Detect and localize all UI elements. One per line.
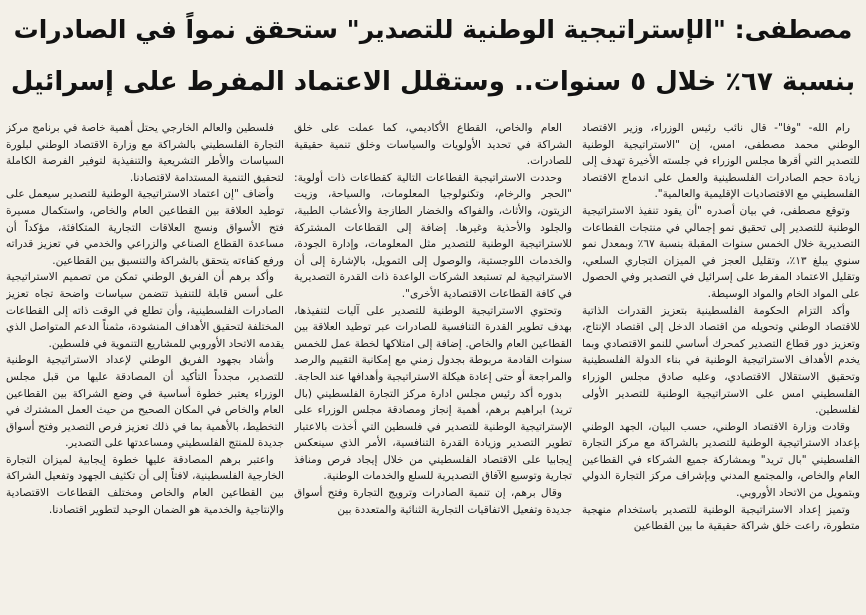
- paragraph: وتوقع مصطفى، في بيان أصدره "أن يقود تنفيذ الاستراتيجية الوطنية للتصدير إلى تحقيق نمو إجمالي في منتجات القطاعات التصديرية خلال الخمس سنوات المقبلة بنسبة ٦٧٪ وبمعدل نمو سنوي يبلغ ١٣٪، وتقليل العجز في الميزان التجاري السلعي، وتقليل الاعتماد المفرط على إسرائيل في التصدير وفي الحصول على المواد الخام والمواد الوسيطة.: [582, 204, 860, 300]
- paragraph: وأشاد بجهود الفريق الوطني لإعداد الاستراتيجية الوطنية للتصدير، مجدداً التأكيد أن المصادقة عليها من قبل مجلس الوزراء يعتبر خطوة أساسية في وضع الشراكة بين القطاعين العام والخاص في المكان الصحيح من حيث العمل المشترك في التخطيط، بالأهمية بما في ذلك تعزيز فرص التصدير وفتح أسواق جديدة للمنتج الفلسطيني ومساعدتها على التصدير.: [6, 354, 284, 450]
- headline-line-2: بنسبة ٦٧٪ خلال ٥ سنوات.. وستقلل الاعتماد المفرط على إسرائيل: [10, 67, 856, 97]
- paragraph: العام والخاص، القطاع الأكاديمي، كما عملت على خلق الشراكة في تحديد الأولويات والسياسات وخلق تنمية حقيقية للصادرات.: [294, 122, 572, 168]
- paragraph: وقادت وزارة الاقتصاد الوطني، حسب البيان، الجهد الوطني بإعداد الاستراتيجية الوطنية للتصدير بالشراكة مع مركز التجارة الفلسطيني "بال تريد" وبمشاركة جميع الشركاء في القطاعين العام والخاص، والمجتمع المدني وبإشراف مركز التجارة الدولي وبتمويل من الاتحاد الأوروبي.: [582, 420, 860, 500]
- paragraph: فلسطين والعالم الخارجي يحتل أهمية خاصة في برنامج مركز التجارة الفلسطيني بالشراكة مع وزارة الاقتصاد الوطني لبلورة السياسات والأطر التشريعية والتنفيذية لتوفير الفرصة الكاملة لتحقيق التنمية المستدامة لاقتصادنا.: [6, 122, 284, 184]
- paragraph: رام الله- "وفا"- قال نائب رئيس الوزراء، وزير الاقتصاد الوطني محمد مصطفى، امس، إن "الاستراتيجية الوطنية للتصدير التي أقرها مجلس الوزراء في جلسته الأخيرة تهدف إلى زيادة حجم الصادرات الفلسطينية والعمل على اندماج الاقتصاد الفلسطيني مع الاقتصاديات الإقليمية والعالمية".: [582, 122, 860, 201]
- article-column-right: [582, 120, 860, 613]
- paragraph: بدوره أكد رئيس مجلس ادارة مركز التجارة الفلسطيني (بال تريد) ابراهيم برهم، أهمية إنجاز ومصادقة مجلس الوزراء على الإستراتيجية الوطنية للتصدير في فلسطين التي أخذت بالاعتبار تطوير التصدير وزيادة القدرة التنافسية، الأمر الذي سينعكس إيجابيا على الاقتصاد الفلسطيني من خلال إيجاد فرص ومنافذ تجارية وتوسيع الآفاق التصديرية للسلع والخدمات الوطنية.: [294, 387, 572, 483]
- paragraph: وأكد التزام الحكومة الفلسطينية بتعزيز القدرات الذاتية للاقتصاد الوطني وتحويله من اقتصاد الدخل إلى اقتصاد الإنتاج، وتعزيز دور قطاع التصدير كمحرك أساسي للنمو الاقتصادي وبما يخدم الأهداف الاستراتيجية الوطنية في بناء الدولة الفلسطينية وتحقيق الاستقلال الاقتصادي، وعليه صادق مجلس الوزراء الفلسطيني امس على الاستراتيجية الوطنية للتصدير الأولى لفلسطين.: [582, 304, 860, 417]
- article-body: [6, 120, 860, 613]
- paragraph: وقال برهم، إن تنمية الصادرات وترويج التجارة وفتح أسواق جديدة وتفعيل الاتفاقيات التجارية الثنائية والمتعددة بين: [294, 487, 572, 516]
- article-column-middle: [294, 120, 572, 613]
- paragraph: وأضاف "إن اعتماد الاستراتيجية الوطنية للتصدير سيعمل على توطيد العلاقة بين القطاعين العام والخاص، واستكمال مسيرة فتح الأسواق ونسج العلاقات التجارية المتكافئة، مؤكداً أن مساعدة القطاع الصناعي والزراعي والخدمي في تعزيز قدراته ورفع كفاءته يتحقق بالشراكة والتنسيق بين القطاعين.: [6, 188, 284, 267]
- article-headline: [8, 4, 858, 116]
- paragraph: وأكد برهم أن الفريق الوطني تمكن من تصميم الاستراتيجية على أسس قابلة للتنفيذ تتضمن سياسات واضحة تجاه تعزيز الصادرات الفلسطينية، وأن تطلع في الوقت ذاته إلى القطاعات المختلفة لتحقيق الأهداف المنشودة، مثمناً الدعم المتواصل الذي يقدمه الاتحاد الأوروبي للمشاريع التنموية في فلسطين.: [6, 271, 284, 350]
- paragraph: وتميز إعداد الاستراتيجية الوطنية للتصدير باستخدام منهجية متطورة، راعت خلق شراكة حقيقية ما بين القطاعين: [582, 503, 860, 533]
- paragraph: وحددت الاستراتيجية القطاعات التالية كقطاعات ذات أولوية: "الحجر والرخام، وتكنولوجيا المعلومات، والسياحة، وزيت الزيتون، والأثاث، والفواكه والخضار الطازجة والأعشاب الطبية، والجلود والأحذية وغيرها. إضافة إلى القطاعات المشتركة للاستراتيجية الوطنية للتصدير مثل المعلومات، وإدارة الجودة، والخدمات اللوجستية، والوصول إلى التمويل، بالإشارة إلى أن الاستراتيجية لم تستبعد الشركات الواعدة ذات القدرة التصديرية في كافة القطاعات الاقتصادية الأخرى".: [294, 171, 572, 300]
- headline-line-1: مصطفى: "الإستراتيجية الوطنية للتصدير" ستحقق نمواً في الصادرات: [13, 15, 853, 44]
- article-column-left: [6, 120, 284, 613]
- paragraph: وتحتوي الاستراتيجية الوطنية للتصدير على آليات لتنفيذها، بهدف تطوير القدرة التنافسية للصادرات عبر توطيد العلاقة بين القطاعين العام والخاص. إضافة إلى امتلاكها لخطة عمل للخمس سنوات القادمة مربوطة بجدول زمني مع إمكانية التقييم والرصد والمراجعة أو حتى إعادة هيكلة الاستراتيجية وأهدافها عند الحاجة.: [294, 304, 572, 383]
- paragraph: واعتبر برهم المصادقة عليها خطوة إيجابية لميزان التجارة الخارجية الفلسطينية، لافتاً إلى أن تكثيف الجهود وتفعيل الشراكة بين القطاعين العام والخاص ومختلف القطاعات الاقتصادية والإنتاجية والخدمية هو الضمان الوحيد لتطوير اقتصادنا.: [6, 453, 284, 516]
